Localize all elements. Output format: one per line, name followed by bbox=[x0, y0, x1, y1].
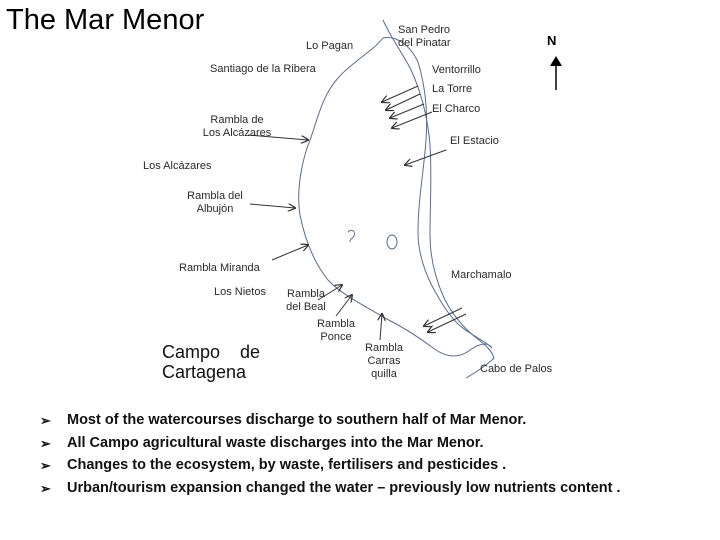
bullet-text: Urban/tourism expansion changed the water – previously low nutrients content . bbox=[67, 479, 621, 496]
place-rambla-beal-1: Rambla bbox=[287, 288, 325, 300]
discharge-arrow bbox=[380, 314, 382, 340]
bullet-item bbox=[40, 480, 621, 503]
place-rambla-carras-3: quilla bbox=[371, 368, 397, 380]
place-rambla-ponce-2: Ponce bbox=[320, 331, 352, 343]
discharge-arrow bbox=[405, 150, 446, 165]
island bbox=[387, 235, 397, 249]
discharge-arrow bbox=[336, 295, 352, 316]
place-rambla-beal-2: del Beal bbox=[286, 301, 326, 313]
place-el-estacio: El Estacio bbox=[450, 135, 499, 147]
campo-line-1: Campo de bbox=[162, 342, 261, 362]
place-rambla-alcazares-1: Rambla de bbox=[210, 114, 264, 126]
bullet-list bbox=[40, 412, 621, 502]
bullet-arrow-icon: ➢ bbox=[40, 435, 51, 451]
campo-de-cartagena-label bbox=[162, 342, 260, 382]
bullet-text: All Campo agricultural waste discharges into the Mar Menor. bbox=[67, 434, 484, 451]
bullet-item bbox=[40, 435, 621, 458]
place-marchamalo: Marchamalo bbox=[451, 269, 512, 281]
bullet-text: Most of the watercourses discharge to southern half of Mar Menor. bbox=[67, 412, 527, 428]
place-san-pedro-1: San Pedro bbox=[398, 24, 450, 36]
bullet-item bbox=[40, 412, 621, 435]
discharge-arrow bbox=[250, 204, 295, 208]
bullet-item bbox=[40, 457, 621, 480]
campo-line-2: Cartagena bbox=[162, 362, 247, 382]
place-ventorrillo: Ventorrillo bbox=[432, 64, 481, 76]
discharge-arrow bbox=[382, 86, 418, 102]
bullet-arrow-icon: ➢ bbox=[40, 413, 51, 428]
place-rambla-albujon-1: Rambla del bbox=[187, 190, 243, 202]
place-san-pedro-2: del Pinatar bbox=[398, 37, 451, 49]
bullet-arrow-icon: ➢ bbox=[40, 480, 51, 496]
north-label: N bbox=[547, 33, 557, 48]
place-santiago: Santiago de la Ribera bbox=[210, 63, 316, 75]
place-rambla-albujon-2: Albujón bbox=[196, 203, 234, 215]
place-los-alcazares: Los Alcázares bbox=[143, 160, 212, 172]
place-la-torre: La Torre bbox=[432, 83, 473, 95]
place-rambla-ponce-1: Rambla bbox=[317, 318, 355, 330]
place-los-nietos: Los Nietos bbox=[214, 286, 266, 298]
discharge-arrow bbox=[272, 245, 308, 260]
page-title: The Mar Menor bbox=[6, 4, 205, 36]
island bbox=[348, 230, 355, 242]
place-rambla-alcazares-2: Los Alcázares bbox=[202, 127, 272, 139]
place-lo-pagan: Lo Pagan bbox=[306, 40, 354, 52]
place-rambla-carras-1: Rambla bbox=[365, 342, 403, 354]
bullet-arrow-icon: ➢ bbox=[40, 458, 51, 473]
place-rambla-carras-2: Carras bbox=[367, 355, 401, 367]
place-cabo-de-palos: Cabo de Palos bbox=[480, 363, 553, 375]
bullet-text: Changes to the ecosystem, by waste, fertilisers and pesticides . bbox=[67, 457, 507, 473]
place-el-charco: El Charco bbox=[432, 103, 481, 115]
north-arrow-icon bbox=[550, 56, 562, 90]
place-rambla-miranda: Rambla Miranda bbox=[179, 262, 260, 274]
